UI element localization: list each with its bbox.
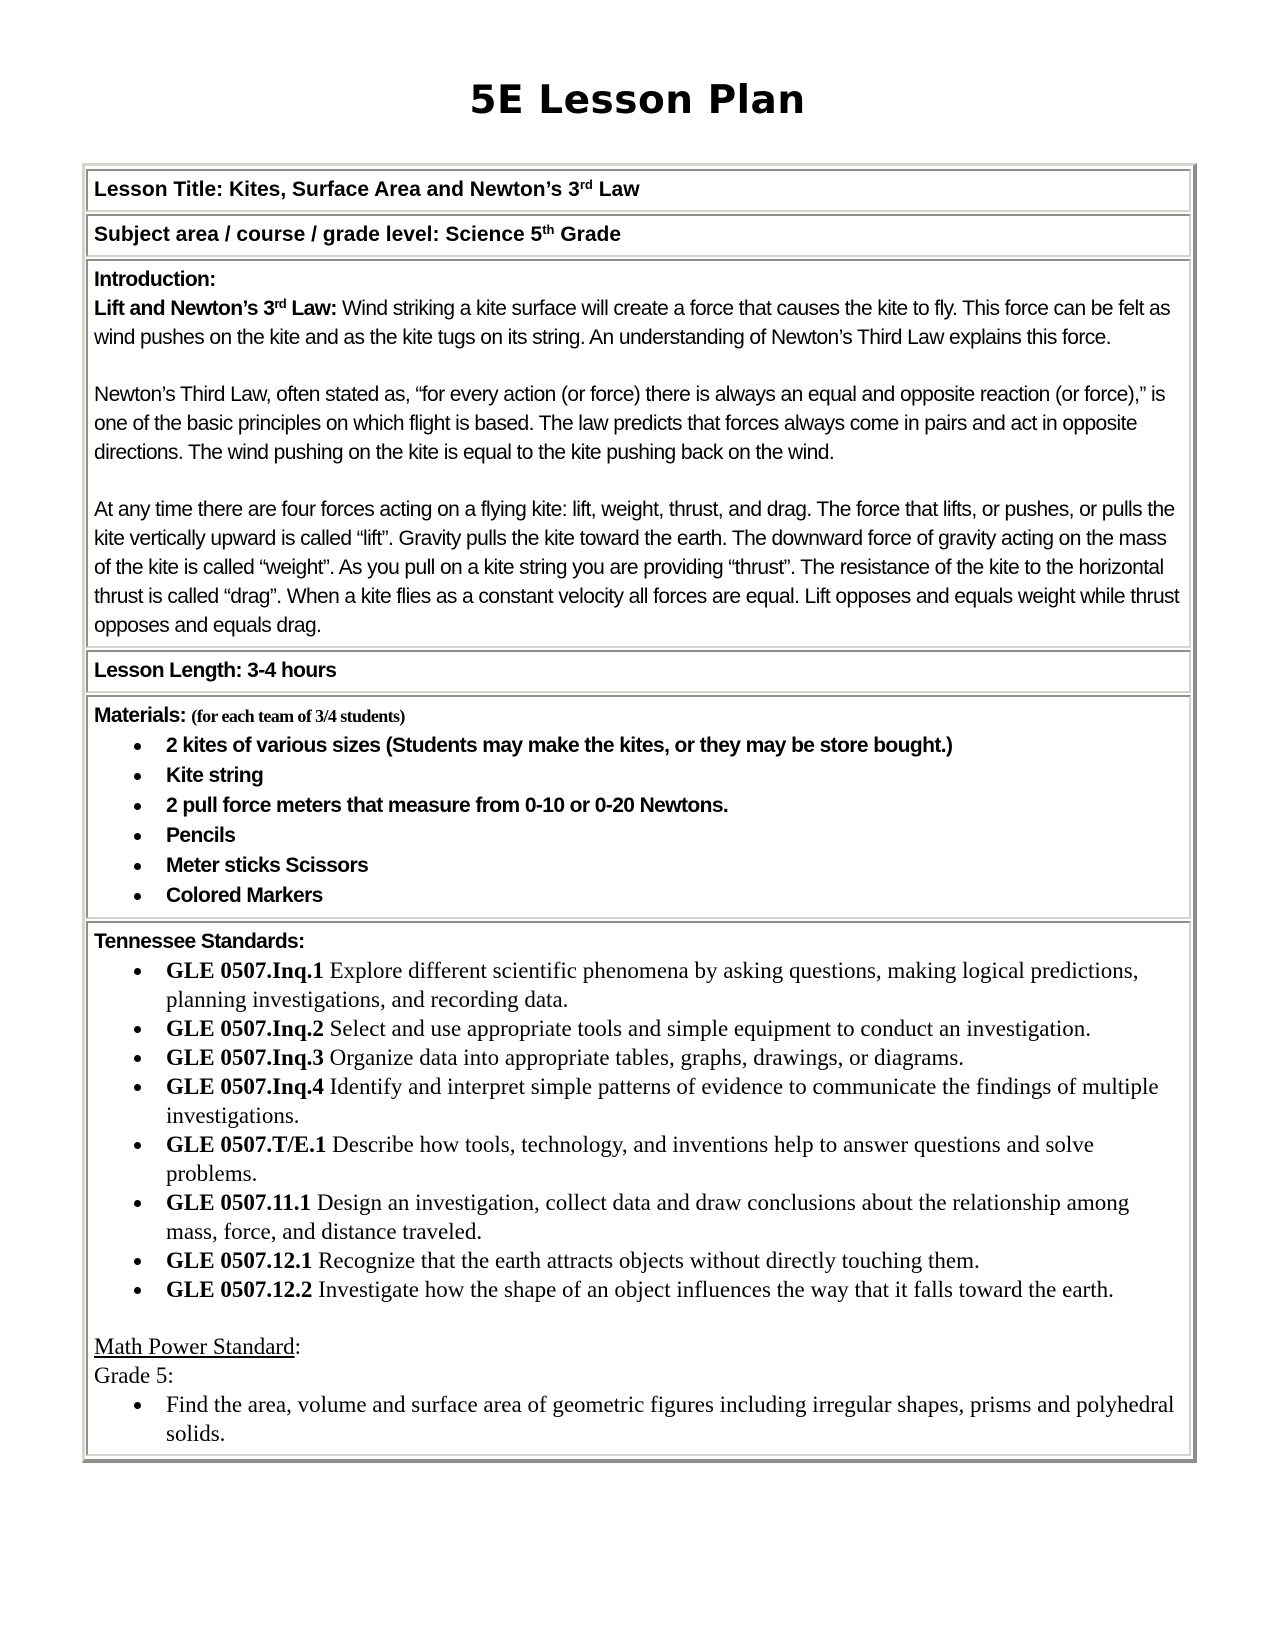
materials-heading: Materials: bbox=[94, 704, 187, 727]
materials-row bbox=[86, 695, 1191, 919]
materials-item bbox=[94, 851, 1183, 881]
lesson-title-label: Lesson Title: Kites, Surface Area and Newton’s 3 bbox=[94, 178, 580, 201]
bullet-icon bbox=[134, 833, 141, 840]
bullet-icon bbox=[134, 893, 141, 900]
bullet-icon bbox=[134, 1142, 141, 1149]
standards-row bbox=[86, 921, 1191, 1456]
standard-text: Identify and interpret simple patterns of evidence to communicate the findings of multiple investigations. bbox=[166, 1074, 1159, 1128]
math-standard-colon: : bbox=[294, 1334, 301, 1359]
lesson-plan-table bbox=[82, 163, 1197, 1463]
standard-code: GLE 0507.12.2 bbox=[166, 1277, 313, 1302]
standards-list bbox=[94, 956, 1183, 1304]
standard-item bbox=[94, 1275, 1183, 1304]
standard-item bbox=[94, 1246, 1183, 1275]
materials-item bbox=[94, 791, 1183, 821]
subject-row bbox=[86, 214, 1191, 257]
standard-code: GLE 0507.Inq.2 bbox=[166, 1016, 324, 1041]
materials-item bbox=[94, 821, 1183, 851]
standard-code: GLE 0507.12.1 bbox=[166, 1248, 313, 1273]
lesson-title-suffix: Law bbox=[592, 178, 640, 201]
standard-item bbox=[94, 1043, 1183, 1072]
materials-item-text: Kite string bbox=[166, 764, 264, 787]
math-standard-label: Math Power Standard bbox=[94, 1334, 295, 1359]
bullet-icon bbox=[134, 1055, 141, 1062]
materials-note: (for each team of 3/4 students) bbox=[191, 706, 405, 726]
page-title: 5E Lesson Plan bbox=[469, 78, 806, 123]
lesson-length-label: Lesson Length: 3-4 hours bbox=[94, 659, 337, 682]
introduction-heading: Introduction: bbox=[94, 268, 216, 291]
standards-heading: Tennessee Standards: bbox=[94, 930, 305, 953]
introduction-lead-label: Lift and Newton’s 3 bbox=[94, 297, 275, 320]
materials-list bbox=[94, 731, 1183, 911]
bullet-icon bbox=[134, 1258, 141, 1265]
lesson-title-row bbox=[86, 169, 1191, 212]
subject-suffix: Grade bbox=[554, 223, 622, 246]
materials-item bbox=[94, 731, 1183, 761]
bullet-icon bbox=[134, 803, 141, 810]
bullet-icon bbox=[134, 1402, 141, 1409]
materials-item-text: Meter sticks Scissors bbox=[166, 854, 369, 877]
standard-code: GLE 0507.Inq.4 bbox=[166, 1074, 324, 1099]
bullet-icon bbox=[134, 1084, 141, 1091]
standard-text: Design an investigation, collect data and draw conclusions about the relationship among mass, force, and distance traveled. bbox=[166, 1190, 1130, 1244]
standard-text: Organize data into appropriate tables, graphs, drawings, or diagrams. bbox=[323, 1045, 965, 1070]
grade-label: Grade 5: bbox=[94, 1363, 174, 1388]
materials-item-text: Pencils bbox=[166, 824, 236, 847]
math-standard-text: Find the area, volume and surface area of geometric figures including irregular shapes, prisms and polyhedral solids. bbox=[166, 1392, 1175, 1446]
math-standard-item bbox=[94, 1390, 1183, 1448]
introduction-paragraph-3: At any time there are four forces acting on a flying kite: lift, weight, thrust, and drag. The force that lifts, or pushes, or pulls the kite vertically upward is called “lift”. Gravity pulls the kite toward the earth. The downward force of gravity acting on the mass of the kite is called “weight”. As you pull on a kite string you are providing “thrust”. The resistance of the kite to the horizontal thrust is called “drag”. When a kite flies as a constant velocity all forces are equal. Lift opposes and equals weight while thrust opposes and equals drag. bbox=[94, 498, 1180, 637]
materials-item-text: 2 kites of various sizes (Students may make the kites, or they may be store bought.) bbox=[166, 734, 953, 757]
bullet-icon bbox=[134, 863, 141, 870]
lesson-length-row bbox=[86, 650, 1191, 693]
introduction-lead-suffix: Law: bbox=[286, 297, 337, 320]
standard-text: Describe how tools, technology, and inventions help to answer questions and solve problems. bbox=[166, 1132, 1094, 1186]
subject-label: Subject area / course / grade level: Science 5 bbox=[94, 223, 543, 246]
introduction-paragraph-1-text: Wind striking a kite surface will create a force that causes the kite to fly. This force can be felt as wind pushes on the kite and as the kite tugs on its string. An understanding of Newton’s Third Law explains this force. bbox=[94, 297, 1171, 349]
bullet-icon bbox=[134, 743, 141, 750]
subject-sup: th bbox=[542, 222, 555, 237]
materials-item bbox=[94, 881, 1183, 911]
standard-text: Select and use appropriate tools and simple equipment to conduct an investigation. bbox=[323, 1016, 1091, 1041]
materials-item-text: Colored Markers bbox=[166, 884, 323, 907]
materials-item-text: 2 pull force meters that measure from 0-10 or 0-20 Newtons. bbox=[166, 794, 729, 817]
standard-item bbox=[94, 1130, 1183, 1188]
bullet-icon bbox=[134, 1287, 141, 1294]
introduction-paragraph-1 bbox=[94, 294, 1183, 352]
standard-text: Explore different scientific phenomena by asking questions, making logical predictions, planning investigations, and recording data. bbox=[166, 958, 1139, 1012]
math-standards-list bbox=[94, 1390, 1183, 1448]
standard-item bbox=[94, 1188, 1183, 1246]
introduction-row bbox=[86, 259, 1191, 648]
standard-code: GLE 0507.11.1 bbox=[166, 1190, 312, 1215]
bullet-icon bbox=[134, 1200, 141, 1207]
introduction-paragraph-2: Newton’s Third Law, often stated as, “for every action (or force) there is always an equal and opposite reaction (or force),” is one of the basic principles on which flight is based. The law predicts that forces always come in pairs and act in opposite directions. The wind pushing on the kite is equal to the kite pushing back on the wind. bbox=[94, 383, 1165, 464]
standard-item bbox=[94, 1014, 1183, 1043]
introduction-lead bbox=[94, 297, 337, 320]
standard-code: GLE 0507.Inq.3 bbox=[166, 1045, 324, 1070]
bullet-icon bbox=[134, 1026, 141, 1033]
standard-item bbox=[94, 956, 1183, 1014]
math-standard-heading bbox=[94, 1332, 1183, 1361]
standard-text: Recognize that the earth attracts objects without directly touching them. bbox=[312, 1248, 980, 1273]
materials-item bbox=[94, 761, 1183, 791]
introduction-lead-sup: rd bbox=[274, 296, 287, 311]
bullet-icon bbox=[134, 968, 141, 975]
standard-item bbox=[94, 1072, 1183, 1130]
lesson-title-sup: rd bbox=[579, 177, 593, 192]
standard-code: GLE 0507.T/E.1 bbox=[166, 1132, 327, 1157]
bullet-icon bbox=[134, 773, 141, 780]
standard-code: GLE 0507.Inq.1 bbox=[166, 958, 324, 983]
standard-text: Investigate how the shape of an object influences the way that it falls toward the earth. bbox=[312, 1277, 1114, 1302]
